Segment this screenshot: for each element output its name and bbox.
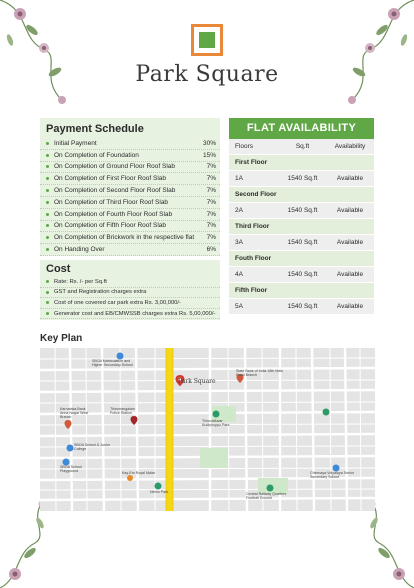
header-size: Sq.ft bbox=[295, 143, 310, 150]
flat-status: Available bbox=[336, 207, 364, 214]
flat-availability-table bbox=[229, 118, 374, 315]
payment-stage bbox=[46, 163, 175, 170]
bullet-icon bbox=[46, 213, 49, 216]
cost-item-text: Cost of one covered car park extra Rs. 3,00,000/- bbox=[54, 299, 181, 306]
floor-heading: First Floor bbox=[229, 155, 374, 171]
payment-schedule-row bbox=[40, 162, 220, 174]
flat-status: Available bbox=[336, 175, 364, 182]
map-label-bank: Kay-Em Royal Malar bbox=[122, 471, 155, 475]
payment-stage bbox=[46, 152, 139, 159]
floor-heading: Third Floor bbox=[229, 219, 374, 235]
table-row bbox=[229, 299, 374, 315]
cost-list bbox=[40, 277, 220, 319]
map-label-ground: Central Railway Quarters Football Ground bbox=[246, 492, 287, 500]
payment-stage-label: On Completion of First Floor Roof Slab bbox=[54, 175, 166, 183]
payment-schedule-row bbox=[40, 244, 220, 256]
floor-heading: Second Floor bbox=[229, 187, 374, 203]
bullet-icon bbox=[46, 301, 49, 304]
floor-list bbox=[229, 155, 374, 315]
table-row bbox=[229, 203, 374, 219]
bullet-icon bbox=[46, 177, 49, 180]
payment-schedule-row bbox=[40, 138, 220, 150]
payment-percentage: 7% bbox=[206, 175, 216, 183]
payment-schedule-list bbox=[40, 138, 220, 256]
flat-size: 1540 Sq.ft bbox=[287, 175, 318, 182]
bullet-icon bbox=[46, 291, 49, 294]
bullet-icon bbox=[46, 165, 49, 168]
header-availability: Availability bbox=[334, 143, 366, 150]
cost-item-text: Rate: Rs. /- per Sq.ft bbox=[54, 278, 107, 285]
payment-percentage: 7% bbox=[206, 198, 216, 206]
payment-percentage: 7% bbox=[206, 210, 216, 218]
cost-item-text: GST and Registration charges extra bbox=[54, 289, 147, 296]
header-floors: Floors bbox=[235, 143, 254, 150]
payment-schedule-row bbox=[40, 150, 220, 162]
bullet-icon bbox=[46, 142, 49, 145]
payment-stage-label: On Completion of Brickwork in the respective flat bbox=[54, 234, 195, 242]
flat-number: 2A bbox=[235, 207, 243, 214]
floor-heading: Fouth Floor bbox=[229, 251, 374, 267]
bullet-icon bbox=[46, 154, 49, 157]
logo-square-icon bbox=[191, 24, 223, 56]
payment-schedule-row bbox=[40, 209, 220, 221]
payment-percentage: 7% bbox=[206, 234, 216, 242]
payment-stage-label: On Completion of Third Floor Roof Slab bbox=[54, 198, 169, 206]
floor-heading: Fifth Floor bbox=[229, 283, 374, 299]
cost-item bbox=[40, 309, 220, 320]
map-streets bbox=[40, 348, 375, 511]
cost-item bbox=[40, 298, 220, 309]
payment-stage bbox=[46, 211, 172, 218]
map-label-park: Nehru Park bbox=[150, 490, 169, 494]
table-row bbox=[229, 235, 374, 251]
map-label-school: SBOA Matriculation and Higher Secondary School bbox=[92, 359, 133, 367]
payment-schedule-row bbox=[40, 221, 220, 233]
payment-stage bbox=[46, 222, 166, 229]
payment-percentage: 7% bbox=[206, 187, 216, 195]
payment-schedule-row bbox=[40, 197, 220, 209]
payment-stage bbox=[46, 187, 175, 194]
table-row bbox=[229, 267, 374, 283]
bullet-icon bbox=[46, 224, 49, 227]
payment-percentage: 15% bbox=[202, 151, 216, 159]
flat-size: 1540 Sq.ft bbox=[287, 303, 318, 310]
key-plan-title: Key Plan bbox=[40, 333, 83, 344]
cost-panel bbox=[40, 260, 220, 320]
bullet-icon bbox=[46, 248, 49, 251]
map-label-playground: SBOA School Playground bbox=[60, 465, 82, 473]
payment-percentage: 30% bbox=[202, 139, 216, 147]
bullet-icon bbox=[46, 280, 49, 283]
bullet-icon bbox=[46, 236, 49, 239]
map-label-school: Chinmaya Vidyalaya Senior Secondary School bbox=[310, 471, 355, 479]
payment-stage bbox=[46, 175, 166, 182]
bullet-icon bbox=[46, 201, 49, 204]
flat-size: 1540 Sq.ft bbox=[287, 271, 318, 278]
payment-schedule-row bbox=[40, 173, 220, 185]
payment-stage bbox=[46, 234, 194, 241]
brand-logo bbox=[0, 24, 414, 87]
flat-availability-title: FLAT AVAILABILITY bbox=[229, 118, 374, 139]
flat-status: Available bbox=[336, 271, 364, 278]
flat-number: 3A bbox=[235, 239, 243, 246]
payment-stage-label: On Completion of Ground Floor Roof Slab bbox=[54, 163, 176, 171]
flat-number: 4A bbox=[235, 271, 243, 278]
flat-number: 5A bbox=[235, 303, 243, 310]
map-label-park: Thiruvalluvar Kudiyiruppu Park bbox=[202, 419, 230, 427]
flat-status: Available bbox=[336, 303, 364, 310]
flat-size: 1540 Sq.ft bbox=[287, 207, 318, 214]
bullet-icon bbox=[46, 312, 49, 315]
payment-schedule-row bbox=[40, 232, 220, 244]
floral-corner-bottom-right bbox=[354, 498, 414, 588]
payment-stage-label: On Completion of Foundation bbox=[54, 151, 139, 159]
payment-stage-label: On Handing Over bbox=[54, 246, 105, 254]
cost-item bbox=[40, 277, 220, 288]
bullet-icon bbox=[46, 189, 49, 192]
flat-status: Available bbox=[336, 239, 364, 246]
payment-stage bbox=[46, 246, 105, 253]
payment-stage-label: On Completion of Second Floor Roof Slab bbox=[54, 187, 176, 195]
map-label-police: Thirumangalam Police Station bbox=[110, 407, 135, 415]
map-label-bank: State Bank of India 18th Main Road Branch bbox=[236, 369, 284, 377]
payment-schedule-title: Payment Schedule bbox=[46, 123, 144, 135]
cost-title: Cost bbox=[46, 263, 71, 275]
table-header-row bbox=[229, 139, 374, 155]
key-plan-map bbox=[40, 348, 375, 511]
payment-stage-label: On Completion of Fourth Floor Roof Slab bbox=[54, 210, 173, 218]
flat-size: 1540 Sq.ft bbox=[287, 239, 318, 246]
payment-percentage: 7% bbox=[206, 163, 216, 171]
payment-stage bbox=[46, 140, 97, 147]
floral-corner-bottom-left bbox=[0, 498, 60, 588]
flat-number: 1A bbox=[235, 175, 243, 182]
cost-item-text: Generator cost and EB/CMWSSB charges extra Rs. 5,00,000/- bbox=[54, 310, 216, 317]
brand-name: Park Square bbox=[135, 62, 279, 87]
payment-stage-label: Initial Payment bbox=[54, 139, 97, 147]
payment-schedule-row bbox=[40, 185, 220, 197]
payment-percentage: 6% bbox=[206, 246, 216, 254]
payment-percentage: 7% bbox=[206, 222, 216, 230]
payment-schedule-panel bbox=[40, 118, 220, 256]
map-brand-label: Park Square bbox=[178, 378, 216, 385]
map-label-school: SBOA School & Junior College bbox=[74, 443, 110, 451]
payment-stage-label: On Completion of Fifth Floor Roof Slab bbox=[54, 222, 166, 230]
table-row bbox=[229, 171, 374, 187]
map-label-bank: Karnataka Bank Anna Nagar West Branch bbox=[60, 407, 89, 419]
cost-item bbox=[40, 288, 220, 299]
payment-stage bbox=[46, 199, 168, 206]
